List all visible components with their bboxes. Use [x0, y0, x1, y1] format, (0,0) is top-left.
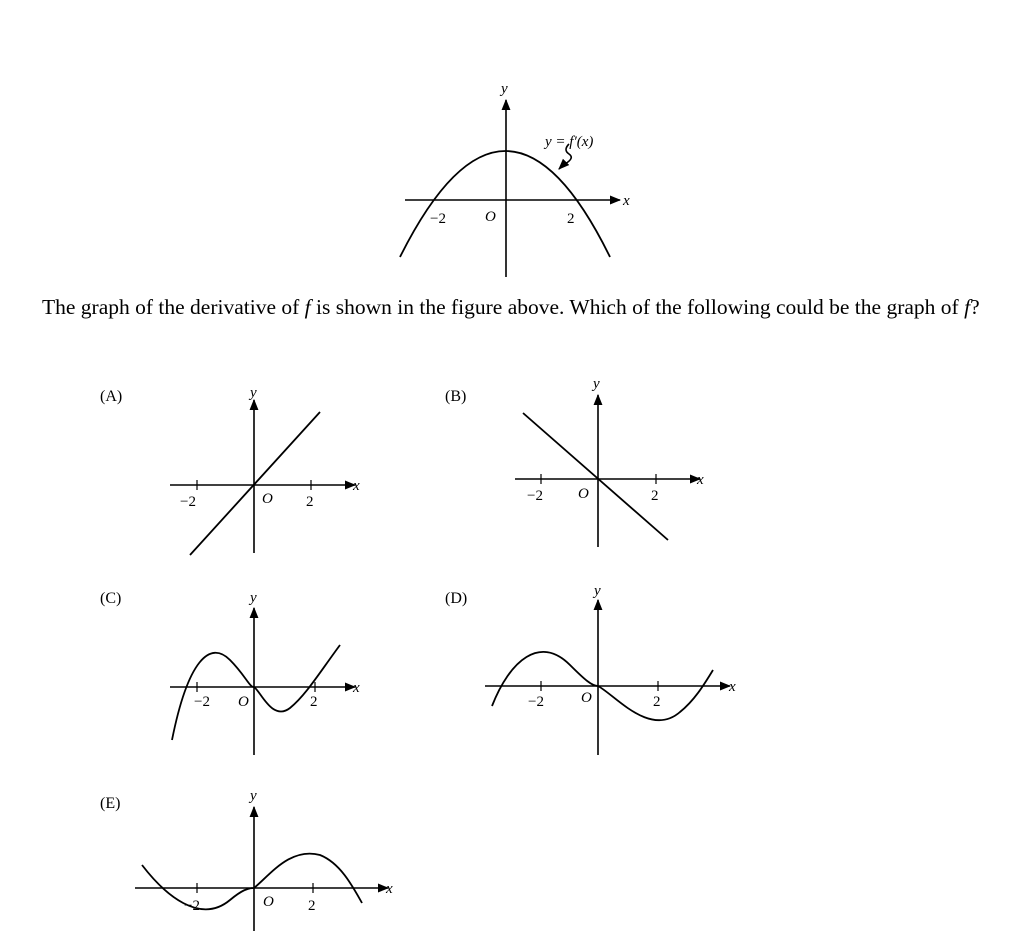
tick-label-neg2: −2: [194, 694, 210, 710]
origin-label: O: [238, 694, 249, 710]
x-axis-label: x: [729, 679, 736, 695]
graph-curve: [142, 854, 362, 910]
x-axis-label: x: [386, 881, 393, 897]
x-axis-label: x: [623, 193, 630, 209]
graph-curve: [190, 412, 320, 555]
y-axis-label: y: [250, 590, 257, 606]
tick-label-neg2: −2: [528, 694, 544, 710]
origin-label: O: [578, 486, 589, 502]
choice-c-graph: [160, 580, 380, 765]
tick-label-2: 2: [306, 494, 314, 510]
graph-curve: [523, 413, 668, 540]
y-axis-label: y: [594, 583, 601, 599]
tick-label-neg2: −2: [430, 211, 446, 227]
tick-label-2: 2: [651, 488, 659, 504]
origin-label: O: [262, 491, 273, 507]
y-axis-label: y: [593, 376, 600, 392]
choice-e-label: (E): [100, 795, 121, 812]
y-axis-label: y: [250, 788, 257, 804]
x-axis-label: x: [697, 472, 704, 488]
origin-label: O: [581, 690, 592, 706]
choice-d-graph: [480, 580, 750, 765]
derivative-graph: [380, 80, 640, 280]
origin-label: O: [485, 209, 496, 225]
curve-label: y = f′(x): [545, 134, 594, 150]
tick-label-2: 2: [310, 694, 318, 710]
choice-b-graph: [505, 375, 725, 560]
question-text: The graph of the derivative of f is shown in the figure above. Which of the following could be the graph of f?: [42, 295, 980, 319]
y-axis-label: y: [501, 81, 508, 97]
graph-curve: [172, 645, 340, 740]
y-axis-label: y: [250, 385, 257, 401]
tick-label-neg2: −2: [180, 494, 196, 510]
x-axis-label: x: [353, 680, 360, 696]
choice-b-label: (B): [445, 388, 467, 405]
choice-a-label: (A): [100, 388, 123, 405]
tick-label-2: 2: [308, 898, 316, 914]
choice-c-label: (C): [100, 590, 122, 607]
choice-e-graph: [130, 785, 400, 933]
derivative-curve: [400, 151, 610, 257]
x-axis-label: x: [353, 478, 360, 494]
tick-label-2: 2: [567, 211, 575, 227]
tick-label-neg2: −2: [527, 488, 543, 504]
tick-label-2: 2: [653, 694, 661, 710]
origin-label: O: [263, 894, 274, 910]
tick-label-neg2: −2: [184, 898, 200, 914]
choice-d-label: (D): [445, 590, 468, 607]
choice-a-graph: [160, 375, 380, 560]
